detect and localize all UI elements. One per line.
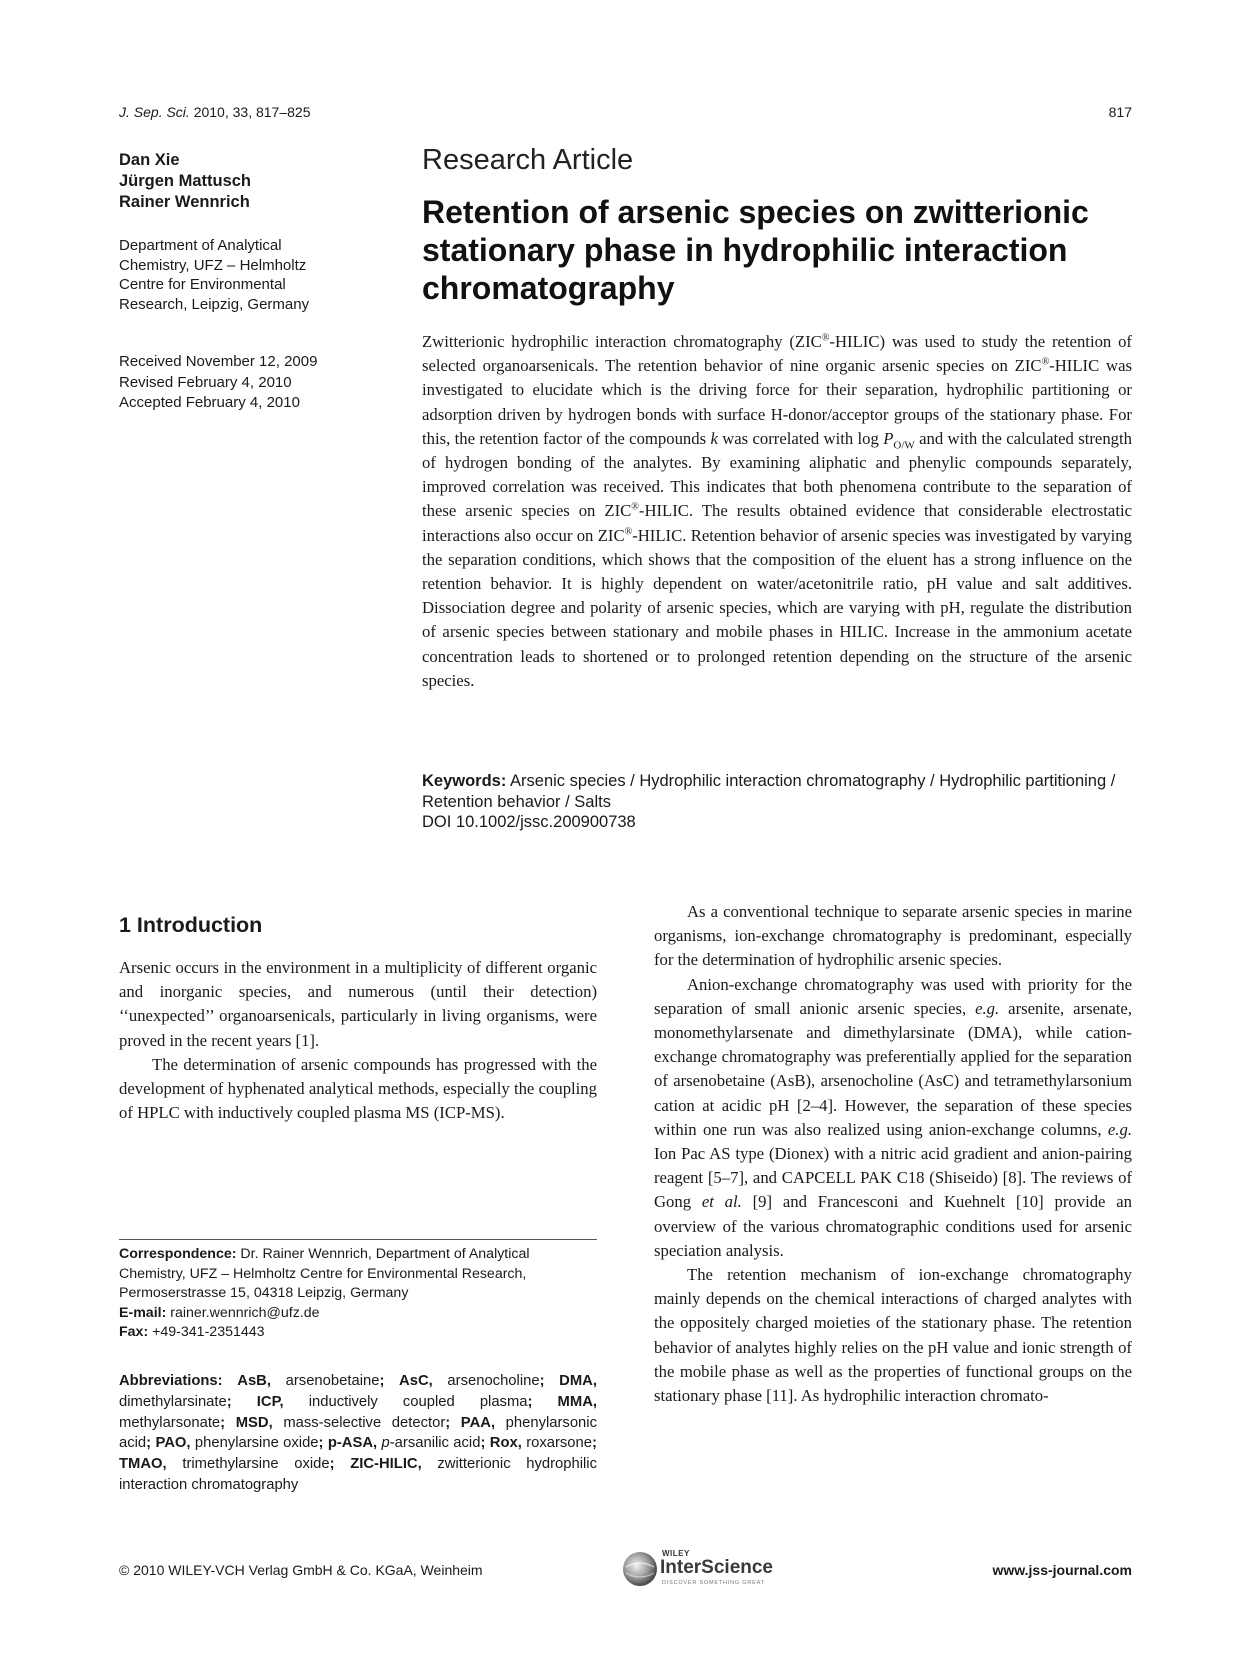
abbr-def: arsenobetaine <box>270 1373 380 1389</box>
paragraph-text: Ion Pac AS type (Dionex) with a nitric acid gradient and anion-pairing reagent [5–7], and CAPCELL PAK C18 (Shiseido) [8]. The reviews of Gong <box>654 1144 1132 1212</box>
paragraph: Arsenic occurs in the environment in a multiplicity of different organic and inorganic species, and numerous (until their detection) ‘‘unexpected’’ organoarsenicals, particularly in living organisms, were proved in the recent years [1]. <box>119 958 597 1050</box>
paragraph <box>654 973 1132 1263</box>
registered-mark: ® <box>1041 356 1050 368</box>
abbr-def: trimethylarsine oxide <box>166 1456 330 1473</box>
abbreviations: Abbreviations: AsB, arsenobetaine; AsC, arsenocholine; DMA, dimethylarsinate; ICP, inductively coupled plasma; MMA, methylarsonate; MSD, mass-selective detector; PAA, phenylarsonic acid; PAO, phenylarsine oxide; p-ASA, p-arsanilic acid; Rox, roxarsone; TMAO, trimethylarsine oxide; ZIC-HILIC, zwitterionic hydrophilic interaction chromatography <box>119 1373 597 1493</box>
abbr-def: phenylarsine oxide <box>190 1435 319 1452</box>
correspondence <box>119 1245 597 1343</box>
fax-number: +49-341-2351443 <box>148 1324 265 1340</box>
abbr-def: roxarsone <box>521 1435 592 1452</box>
author-list <box>119 150 359 213</box>
abbr-term: Rox, <box>489 1435 522 1452</box>
abstract-text: and with the calculated strength of hydrogen bonding of the analytes. By examining aliphatic and phenylic compounds separately, improved correlation was received. This indicates that both phenomena contribute to the separation of these arsenic species on ZIC <box>422 428 1132 521</box>
abbr-term: p-ASA, <box>327 1435 378 1452</box>
abbr-term: MSD, <box>235 1414 273 1431</box>
abbr-term: DMA, <box>559 1373 597 1389</box>
abstract-text: was correlated with log <box>717 428 884 448</box>
abbr-term: AsB, <box>237 1373 271 1389</box>
paragraph-text: [9] and Francesconi and Kuehnelt [10] provide an overview of the various chromatographic conditions used for arsenic speciation analysis. <box>654 1192 1132 1260</box>
paragraph: The determination of arsenic compounds has progressed with the development of hyphenated analytical methods, especially the coupling of HPLC with inductively coupled plasma MS (ICP-MS). <box>119 1054 597 1123</box>
abbr-def: arsenocholine <box>432 1373 540 1389</box>
article-dates <box>119 352 359 414</box>
affiliation <box>119 236 359 314</box>
abbr-term: ICP, <box>256 1393 284 1410</box>
email-label: E-mail: <box>119 1304 167 1321</box>
abbr-term: ZIC-HILIC, <box>350 1456 422 1473</box>
fax-label: Fax: <box>119 1324 149 1340</box>
abbr-term: MMA, <box>557 1393 597 1410</box>
paragraph-text: arsenite, arsenate, monomethylarsenate and dimethylarsinate (DMA), while cation-exchange chromatography was preferentially applied for the separation of arsenobetaine (AsB), arsenocholine (AsC) and tetramethylarsonium cation at acidic pH [2–4]. However, the separation of these species within one run was also realized using anion-exchange columns, <box>654 998 1133 1139</box>
logo-tagline: DISCOVER SOMETHING GREAT <box>662 1580 765 1586</box>
author: Jürgen Mattusch <box>119 172 252 190</box>
running-header <box>119 104 310 120</box>
copyright: © 2010 WILEY-VCH Verlag GmbH & Co. KGaA, Weinheim <box>119 1562 483 1578</box>
email-address[interactable]: rainer.wennrich@ufz.de <box>166 1304 320 1321</box>
abbr-term: PAA, <box>460 1414 496 1431</box>
page-number: 817 <box>1108 104 1132 120</box>
received-date: Received November 12, 2009 <box>119 353 318 370</box>
citation: 2010, 33, 817–825 <box>193 104 311 120</box>
subscript-ow: O/W <box>893 439 915 452</box>
abbr-def: methylarsonate <box>119 1414 221 1431</box>
symbol-k: k <box>710 428 718 448</box>
abbr-def: mass-selective detector <box>272 1414 446 1431</box>
italic-eg: e.g. <box>1107 1119 1132 1139</box>
abbr-def: phenylarsonic acid <box>119 1414 597 1452</box>
intro-column-1 <box>119 956 597 1125</box>
journal-name: J. Sep. Sci. <box>119 104 190 120</box>
italic-eg: e.g. <box>975 998 1000 1018</box>
keywords-block <box>422 771 1132 833</box>
footnote-divider <box>119 1239 597 1240</box>
abbr-def: zwitterionic hydrophilic interaction chromatography <box>119 1456 597 1493</box>
accepted-date: Accepted February 4, 2010 <box>119 394 300 411</box>
abbr-term: PAO, <box>155 1435 191 1452</box>
keywords-text: Arsenic species / Hydrophilic interaction chromatography / Hydrophilic partitioning / Retention behavior / Salts <box>422 772 1116 811</box>
abbreviations-label: Abbreviations: <box>119 1373 223 1389</box>
abbr-term: TMAO, <box>119 1456 167 1473</box>
abstract-text: -HILIC. Retention behavior of arsenic species was investigated by varying the separation conditions, which shows that the composition of the eluent has a strong influence on the retention behavior. It is highly dependent on water/acetonitrile ratio, pH value and salt additives. Dissociation degree and polarity of arsenic species, which are varying with pH, regulate the distribution of arsenic species between stationary and mobile phases in HILIC. Increase in the ammonium acetate concentration leads to shortened or to prolonged retention depending on the structure of the arsenic species. <box>422 525 1132 690</box>
abbr-def-italic: p <box>381 1435 390 1452</box>
paragraph: As a conventional technique to separate arsenic species in marine organisms, ion-exchange chromatography is predominant, especially for the determination of hydrophilic arsenic species. <box>654 902 1132 970</box>
journal-website[interactable]: www.jss-journal.com <box>992 1562 1132 1578</box>
author: Dan Xie <box>119 151 180 169</box>
abstract-text: -HILIC) was used to study the retention of selected organoarsenicals. The retention behavior of nine organic arsenic species on ZIC <box>422 332 1132 376</box>
abstract <box>422 330 1132 693</box>
logo-interscience: InterScience <box>660 1557 773 1578</box>
revised-date: Revised February 4, 2010 <box>119 373 292 391</box>
paragraph: The retention mechanism of ion-exchange chromatography mainly depends on the chemical interactions of charged analytes with the oppositely charged moieties of the stationary phase. The retention behavior of analytes highly relies on the pH value and ionic strength of the mobile phase as well as the properties of functional groups on the stationary phase [11]. As hydrophilic interaction chromato- <box>654 1265 1132 1406</box>
registered-mark: ® <box>821 332 830 344</box>
correspondence-label: Correspondence: <box>119 1246 237 1262</box>
affiliation-line: Centre for Environmental <box>119 276 286 293</box>
italic-et-al: et al. <box>701 1192 742 1212</box>
author: Rainer Wennrich <box>119 193 250 211</box>
correspondence-text: Dr. Rainer Wennrich, Department of Analytical Chemistry, UFZ – Helmholtz Centre for Environmental Research, Permoserstrasse 15, 04318 Leipzig, Germany <box>119 1246 530 1301</box>
paragraph-text: Anion-exchange chromatography was used with priority for the separation of small anionic arsenic species, <box>654 974 1132 1018</box>
keywords-label: Keywords: <box>422 772 507 790</box>
affiliation-line: Department of Analytical <box>119 237 282 254</box>
symbol-p: P <box>883 428 894 448</box>
abbr-def: dimethylarsinate <box>119 1393 227 1410</box>
article-title: Retention of arsenic species on zwitterionic stationary phase in hydrophilic interaction chromatography <box>422 194 1089 306</box>
registered-mark: ® <box>624 526 633 538</box>
abbr-term: AsC, <box>399 1373 433 1389</box>
wiley-interscience-logo <box>618 1547 858 1591</box>
affiliation-line: Research, Leipzig, Germany <box>119 295 310 313</box>
abbr-def: inductively coupled plasma <box>283 1393 528 1410</box>
abstract-text: Zwitterionic hydrophilic interaction chromatography (ZIC <box>422 332 822 351</box>
affiliation-line: Chemistry, UFZ – Helmholtz <box>119 256 307 274</box>
registered-mark: ® <box>631 501 639 513</box>
abstract-text: -HILIC. The results obtained evidence that considerable electrostatic interactions also occur on ZIC <box>422 501 1132 545</box>
section-heading: 1 Introduction <box>119 913 263 937</box>
abstract-text: -HILIC was investigated to elucidate which is the driving force for their separation, hydrophilic partitioning or adsorption driven by hydrogen bonds with surface H-donor/acceptor groups of the stationary phase. For this, the retention factor of the compounds <box>422 356 1132 448</box>
abbr-def: -arsanilic acid <box>389 1435 481 1452</box>
intro-column-2 <box>654 900 1132 1408</box>
logo-wiley: WILEY <box>662 1549 690 1558</box>
section-type: Research Article <box>422 144 634 176</box>
doi[interactable]: DOI 10.1002/jssc.200900738 <box>422 813 636 831</box>
